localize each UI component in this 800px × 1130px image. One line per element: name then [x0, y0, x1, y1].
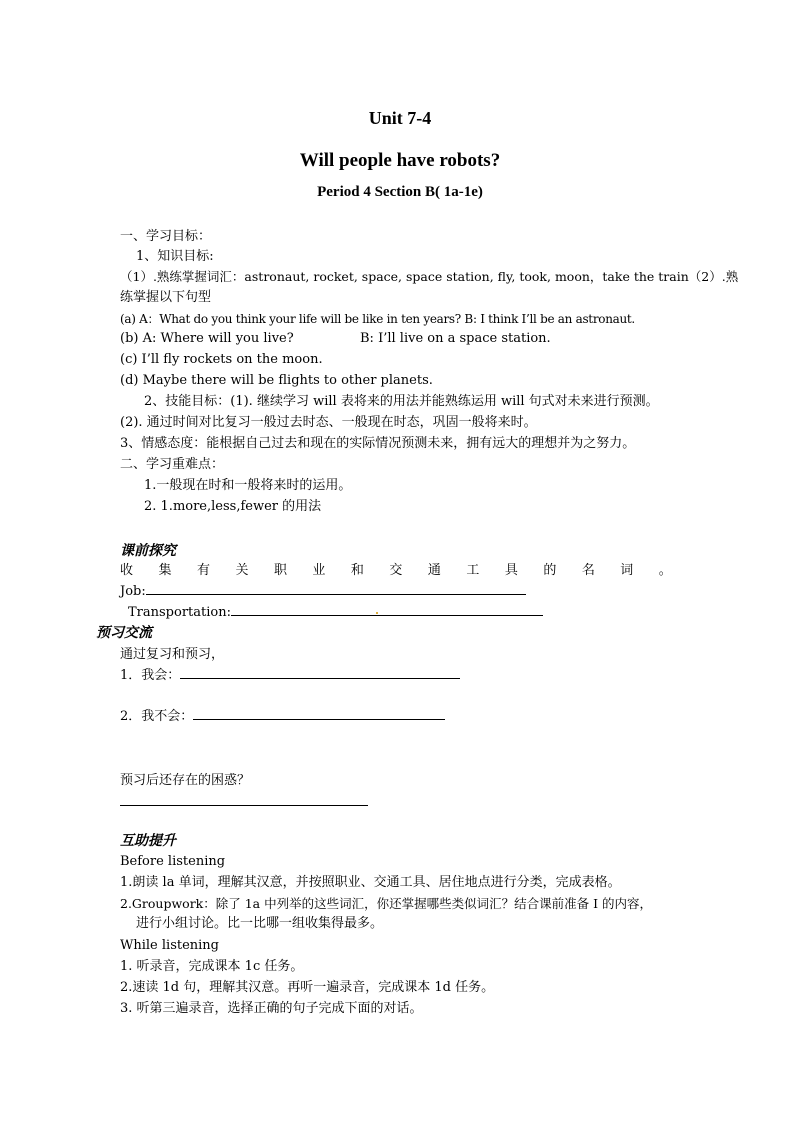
char: 通: [427, 563, 441, 578]
skill-goal: 2、技能目标：(1). 继续学习 will 表将来的用法并能熟练运用 will 句式对未来进行预测。: [144, 394, 659, 409]
while-task-1: 1. 听录音，完成课本 1c 任务。: [120, 959, 304, 974]
transport-row: [128, 603, 543, 622]
char: 收: [120, 563, 134, 578]
cannot-row: [120, 707, 445, 726]
preview-heading: 预习交流: [96, 625, 152, 641]
char: 有: [196, 563, 210, 578]
char: 交: [389, 563, 403, 578]
stray-dot: [376, 612, 378, 614]
lesson-title: Will people have robots?: [299, 150, 501, 171]
char: 职: [273, 563, 287, 578]
focus-point-1: 1.一般现在时和一般将来时的运用。: [144, 478, 352, 493]
unit-title: Unit 7-4: [368, 108, 432, 128]
sentence-b-answer: B: I’ll live on a space station.: [360, 331, 551, 346]
vocab-line: （1）.熟练掌握词汇：astronaut, rocket, space, space station, fly, took, moon，take the train（2）.熟: [120, 269, 739, 284]
vocab-line-2: 练掌握以下句型: [120, 290, 212, 305]
cannot-blank[interactable]: [193, 707, 445, 720]
preclass-instruction: [120, 562, 672, 580]
skill-goal-2: (2). 通过时间对比复习一般过去时态、一般现在时态，巩固一般将来时。: [120, 415, 537, 430]
sentence-c: (c) I’ll fly rockets on the moon.: [120, 352, 323, 367]
cannot-label: 2．我不会：: [120, 709, 194, 724]
while-listening: While listening: [120, 938, 220, 953]
char: 业: [312, 563, 326, 578]
char: 名: [581, 563, 595, 578]
period-title: Period 4 Section B( 1a-1e): [317, 184, 483, 200]
preview-intro: 通过复习和预习，: [120, 647, 225, 662]
while-task-3: 3. 听第三遍录音，选择正确的句子完成下面的对话。: [120, 1001, 423, 1016]
job-label: Job:: [120, 584, 146, 599]
before-task-2: 2.Groupwork：除了 1a 中列举的这些词汇，你还掌握哪些类似词汇？结合课前准备 I 的内容，: [120, 896, 652, 911]
doubt-blank[interactable]: [120, 805, 368, 806]
sentence-a: (a) A：What do you think your life will be like in ten years? B: I think I’ll be an astronaut.: [120, 312, 635, 326]
focus-heading: 二、学习重难点：: [120, 457, 225, 472]
char: 具: [504, 563, 518, 578]
job-blank[interactable]: [146, 582, 526, 595]
improve-heading: 互助提升: [120, 833, 176, 849]
preclass-heading: 课前探究: [120, 543, 176, 559]
focus-point-2: 2. 1.more,less,fewer 的用法: [144, 499, 322, 514]
before-task-1: 1.朗读 la 单词，理解其汉意，并按照职业、交通工具、居住地点进行分类，完成表格。: [120, 875, 621, 890]
can-row: [120, 666, 460, 685]
job-row: [120, 582, 526, 601]
emotion-goal: 3、情感态度：能根据自己过去和现在的实际情况预测未来，拥有远大的理想并为之努力。: [120, 436, 636, 451]
char: 的: [543, 563, 557, 578]
char: 词: [620, 563, 634, 578]
can-blank[interactable]: [180, 666, 460, 679]
objectives-heading: 一、学习目标：: [120, 229, 212, 244]
sentence-d: (d) Maybe there will be flights to other planets.: [120, 373, 433, 388]
char: 。: [658, 563, 672, 578]
char: 集: [158, 563, 172, 578]
while-task-2: 2.速读 1d 句，理解其汉意。再听一遍录音，完成课本 1d 任务。: [120, 980, 495, 995]
doubt-question: 预习后还存在的困惑？: [120, 773, 251, 788]
transport-blank[interactable]: [231, 603, 543, 616]
can-label: 1．我会：: [120, 668, 181, 683]
knowledge-goal: 1、知识目标:: [136, 249, 214, 264]
sentence-b-question: (b) A: Where will you live?: [120, 331, 294, 346]
char: 关: [235, 563, 249, 578]
char: 工: [466, 563, 480, 578]
before-task-2-cont: 进行小组讨论。比一比哪一组收集得最多。: [136, 916, 384, 931]
char: 和: [350, 563, 364, 578]
transport-label: Transportation:: [128, 605, 231, 620]
before-listening: Before listening: [120, 854, 226, 869]
